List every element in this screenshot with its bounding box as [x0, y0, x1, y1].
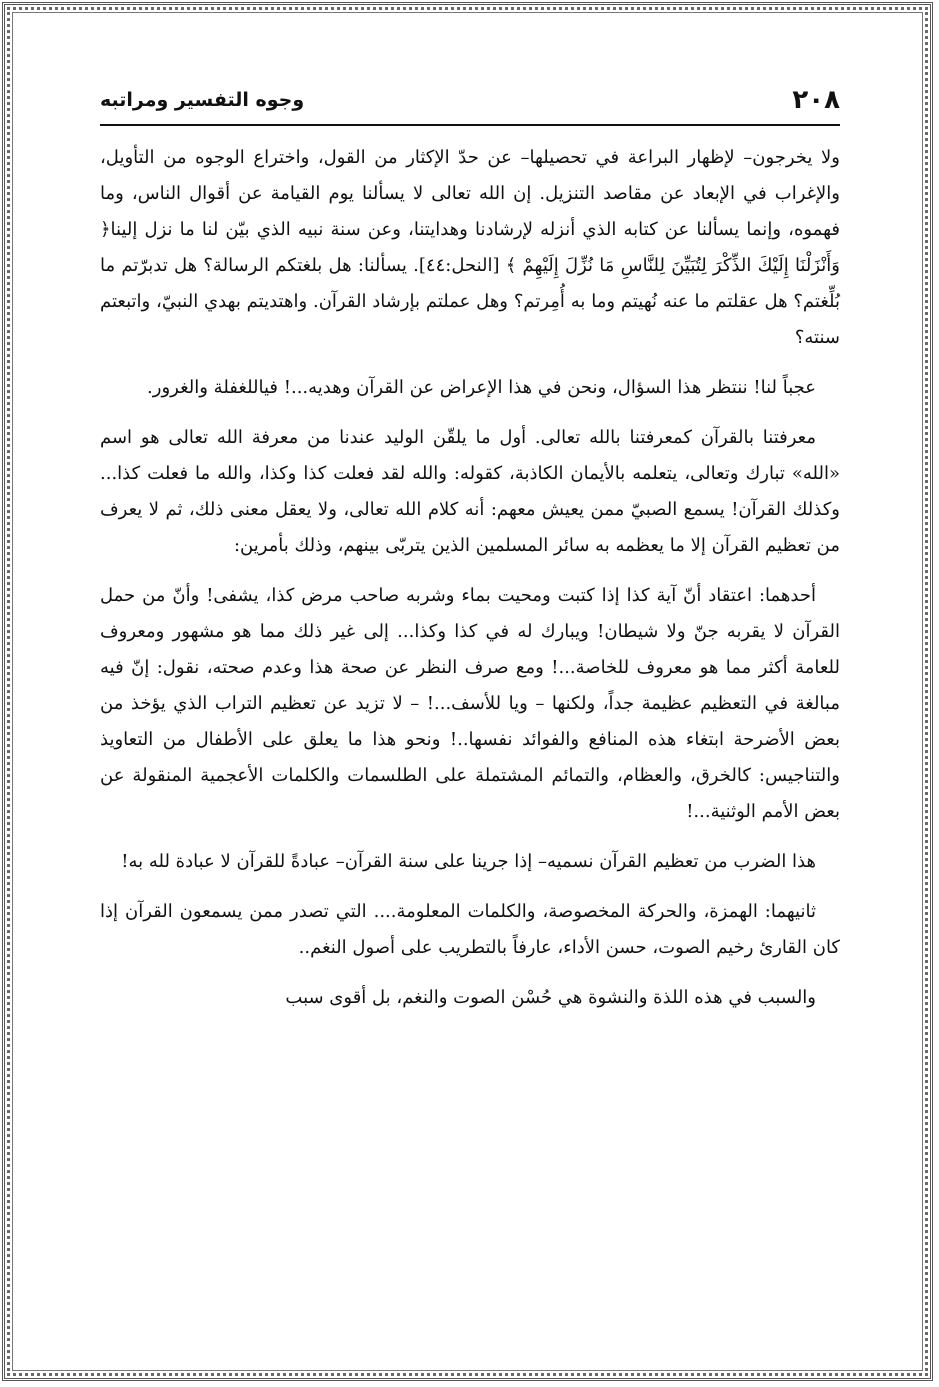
page-number: ٢٠٨: [792, 85, 840, 115]
page-body: [100, 140, 840, 1030]
header-rule: [100, 124, 840, 126]
paragraph-1: ولا يخرجون– لإظهار البراعة في تحصيلها– عن حدّ الإكثار من القول، واختراع الوجوه من التأويل، والإغراب في الإبعاد عن مقاصد التنزيل. إن الله تعالى لا يسألنا يوم القيامة عن أقوال الناس، وما فهموه، وإنما يسألنا عن كتابه الذي أنزله لإرشادنا وهدايتنا، وعن سنة نبيه الذي بيّن لنا ما نزل إلينا﴿ وَأَنْزَلْنَا إِلَيْكَ الذِّكْرَ لِتُبَيِّنَ لِلنَّاسِ مَا نُزِّلَ إِلَيْهِمْ ﴾ [النحل:٤٤]. يسألنا: هل بلغتكم الرسالة؟ هل تدبرّتم ما بُلِّغتم؟ هل عقلتم ما عنه نُهيتم وما به أُمِرتم؟ وهل عملتم بإرشاد القرآن. واهتديتم بهدي النبيّ، واتبعتم سنته؟: [100, 147, 840, 348]
paragraph-4: أحدهما: اعتقاد أنّ آية كذا إذا كتبت ومحيت بماء وشربه صاحب مرض كذا، يشفى! وأنّ من حمل القرآن لا يقربه جنّ ولا شيطان! ويبارك له في كذا وكذا... إلى غير ذلك مما هو مشهور ومعروف للعامة أكثر مما هو معروف للخاصة...! ومع صرف النظر عن صحة هذا وعدم صحته، نقول: إنّ فيه مبالغة في التعظيم عظيمة جداً، ولكنها – ويا للأسف...! – لا تزيد عن تعظيم التراب الذي يؤخذ من بعض الأضرحة ابتغاء هذه المنافع والفوائد نفسها..! ونحو هذا ما يعلق على الأطفال من التعاويذ والتناجيس: كالخرق، والعظام، والتمائم المشتملة على الطلسمات والكلمات الأعجمية المنقولة عن بعض الأمم الوثنية...!: [100, 585, 840, 822]
paragraph-7: والسبب في هذه اللذة والنشوة هي حُسْن الصوت والنغم، بل أقوى سبب: [285, 987, 816, 1008]
paragraph-5: هذا الضرب من تعظيم القرآن نسميه– إذا جرينا على سنة القرآن– عبادةً للقرآن لا عبادة لله به!: [121, 851, 816, 872]
page-header: [100, 80, 840, 120]
paragraph-3: معرفتنا بالقرآن كمعرفتنا بالله تعالى. أول ما يلقّن الوليد عندنا من معرفة الله تعالى هو اسم «الله» تبارك وتعالى، يتعلمه بالأيمان الكاذبة، كقوله: والله لقد فعلت كذا وكذا، والله ما فعلت كذا... وكذلك القرآن! يسمع الصبيّ ممن يعيش معهم: أنه كلام الله تعالى، ولا يعقل معنى ذلك، ثم لا يعرف من تعظيم القرآن إلا ما يعظمه به سائر المسلمين الذين يتربّى بينهم، وذلك بأمرين:: [100, 427, 840, 556]
paragraph-6: ثانيهما: الهمزة، والحركة المخصوصة، والكلمات المعلومة.... التي تصدر ممن يسمعون القرآن إذا كان القارئ رخيم الصوت، حسن الأداء، عارفاً بالتطريب على أصول النغم..: [100, 901, 840, 958]
running-title: وجوه التفسير ومراتبه: [100, 89, 305, 111]
paragraph-2: عجباً لنا! ننتظر هذا السؤال، ونحن في هذا الإعراض عن القرآن وهديه...! فياللغفلة والغرور.: [147, 377, 816, 398]
